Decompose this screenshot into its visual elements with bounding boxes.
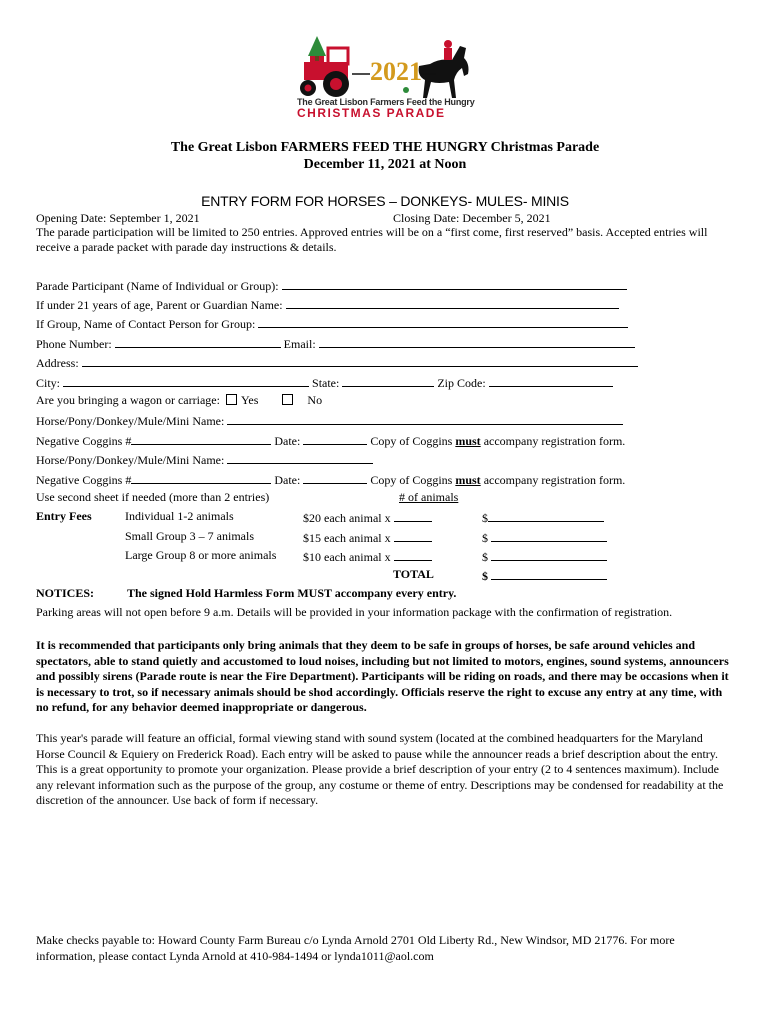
notices-label: NOTICES:	[36, 586, 95, 600]
total-label: TOTAL	[393, 567, 434, 581]
parade-date: December 11, 2021 at Noon	[303, 157, 467, 172]
email-label: Email:	[283, 337, 316, 351]
guardian-field[interactable]	[286, 296, 619, 309]
copy2-post: accompany registration form.	[480, 473, 626, 487]
horse-rider-icon	[419, 40, 469, 98]
fee-row-amount-3: $	[482, 548, 607, 565]
city-label: City:	[36, 376, 61, 390]
fee-row-price-3: $10 each animal x	[303, 548, 432, 565]
copy2-must: must	[455, 473, 481, 487]
fee-row-price-1: $20 each animal x	[303, 509, 432, 526]
guardian-label: If under 21 years of age, Parent or Guardian Name:	[36, 298, 283, 312]
contact-row	[36, 315, 628, 332]
date1-label: Date:	[274, 434, 301, 448]
tractor-icon	[300, 36, 349, 97]
phone-field[interactable]	[115, 335, 281, 348]
horse1-label: Horse/Pony/Donkey/Mule/Mini Name:	[36, 414, 225, 428]
horse2-field[interactable]	[227, 451, 373, 464]
wagon-question: Are you bringing a wagon or carriage:	[36, 393, 220, 407]
address-row	[36, 354, 638, 371]
parking-notice: Parking areas will not open before 9 a.m. Details will be provided in your information package with the confirmation of registration.	[36, 605, 673, 619]
coggins1-field[interactable]	[131, 432, 271, 445]
copy1-must: must	[455, 434, 481, 448]
city-row	[36, 374, 613, 391]
guardian-row	[36, 296, 619, 313]
state-label: State:	[312, 376, 340, 390]
copy1-pre: Copy of Coggins	[370, 434, 456, 448]
contact-field[interactable]	[258, 315, 628, 328]
copy2-pre: Copy of Coggins	[370, 473, 456, 487]
num-animals-header: # of animals	[399, 490, 459, 504]
coggins1-label: Negative Coggins #	[36, 434, 132, 448]
svg-text:2021: 2021	[370, 57, 422, 86]
second-sheet-note: Use second sheet if needed (more than 2 entries)	[36, 490, 270, 504]
horse2-row	[36, 451, 373, 468]
coggins2-field[interactable]	[131, 471, 271, 484]
wagon-row	[36, 393, 322, 408]
fee-row-amount-field-3[interactable]	[491, 548, 607, 561]
fee-row-count-2[interactable]	[394, 529, 432, 542]
form-title: ENTRY FORM FOR HORSES – DONKEYS- MULES- MINIS	[201, 193, 569, 209]
wagon-yes-checkbox[interactable]	[226, 394, 237, 405]
notices-text: The signed Hold Harmless Form MUST accompany every entry.	[127, 586, 457, 600]
total-amount: $	[482, 567, 607, 584]
date2-field[interactable]	[303, 471, 367, 484]
wagon-yes-label: Yes	[240, 393, 259, 407]
participant-row	[36, 277, 627, 294]
date1-field[interactable]	[303, 432, 367, 445]
payment-info: Make checks payable to: Howard County Farm Bureau c/o Lynda Arnold 2701 Old Liberty Rd., New Windsor, MD 21776. For more information, please contact Lynda Arnold at 410-984-1494 or lynda1011@aol.com	[36, 933, 675, 963]
phone-label: Phone Number:	[36, 337, 112, 351]
participant-field[interactable]	[282, 277, 627, 290]
coggins2-row	[36, 471, 625, 488]
wagon-no-label: No	[307, 393, 323, 407]
coggins1-row	[36, 432, 625, 449]
city-field[interactable]	[63, 374, 309, 387]
fee-row-group-2: Small Group 3 – 7 animals	[125, 529, 254, 543]
address-label: Address:	[36, 356, 79, 370]
logo-title: CHRISTMAS PARADE	[297, 106, 446, 120]
fee-row-price-2: $15 each animal x	[303, 529, 432, 546]
date2-label: Date:	[274, 473, 301, 487]
total-amount-field[interactable]	[491, 567, 607, 580]
fee-row-amount-field-2[interactable]	[491, 529, 607, 542]
fee-row-group-3: Large Group 8 or more animals	[125, 548, 277, 562]
fee-row-amount-1: $	[482, 509, 604, 526]
fee-row-count-1[interactable]	[394, 509, 432, 522]
zip-label: Zip Code:	[437, 376, 486, 390]
fee-row-amount-2: $	[482, 529, 607, 546]
state-field[interactable]	[342, 374, 434, 387]
horse2-label: Horse/Pony/Donkey/Mule/Mini Name:	[36, 453, 225, 467]
email-field[interactable]	[319, 335, 635, 348]
address-field[interactable]	[82, 354, 638, 367]
contact-label: If Group, Name of Contact Person for Group:	[36, 317, 256, 331]
coggins2-label: Negative Coggins #	[36, 473, 132, 487]
wagon-no-checkbox[interactable]	[282, 394, 293, 405]
logo-tagline: The Great Lisbon Farmers Feed the Hungry	[297, 97, 475, 107]
copy1-post: accompany registration form.	[480, 434, 626, 448]
intro-text: The parade participation will be limited to 250 entries. Approved entries will be on a “first come, first reserved” basis. Accepted entries will receive a parade packet with parade day instructions & details.	[36, 225, 708, 254]
zip-field[interactable]	[489, 374, 613, 387]
horse1-row	[36, 412, 623, 429]
horse1-field[interactable]	[227, 412, 623, 425]
entry-fees-label: Entry Fees	[36, 509, 92, 523]
document-title: The Great Lisbon FARMERS FEED THE HUNGRY Christmas Parade	[170, 140, 600, 155]
viewing-stand-notice: This year's parade will feature an official, formal viewing stand with sound system (located at the combined headquarters for the Maryland Horse Council & Equiery on Frederick Road). Each entry will be asked to pause while the announcer reads a brief description about the entry. This is a great opportunity to promote your organization. Please provide a brief description of your entry (2 to 4 sentences maximum). Include any relevant information such as the purpose of the group, any costume or theme of entry. Descriptions may be condensed for readability at the discretion of the announcer. Use back of form if necessary.	[36, 731, 724, 807]
safety-notice: It is recommended that participants only bring animals that they deem to be safe in groups of horses, be safe around vehicles and spectators, able to stand quietly and accustomed to loud noises, including but not limited to motors, engines, sound systems, announcers and possibly sirens (Parade route is near the Fire Department). Participants will be riding on roads, and there may be occasions when it is necessary to trot, so if necessary animals should be shod accordingly. Officials reserve the right to excuse any entry at any time, with no refund, for any behavior deemed inappropriate or dangerous.	[36, 638, 729, 714]
closing-date: Closing Date: December 5, 2021	[393, 211, 551, 225]
participant-label: Parade Participant (Name of Individual or Group):	[36, 279, 279, 293]
phone-email-row	[36, 335, 635, 352]
fee-row-group-1: Individual 1-2 animals	[125, 509, 234, 523]
opening-date: Opening Date: September 1, 2021	[36, 211, 200, 225]
fee-row-amount-field-1[interactable]	[488, 509, 604, 522]
fee-row-count-3[interactable]	[394, 548, 432, 561]
